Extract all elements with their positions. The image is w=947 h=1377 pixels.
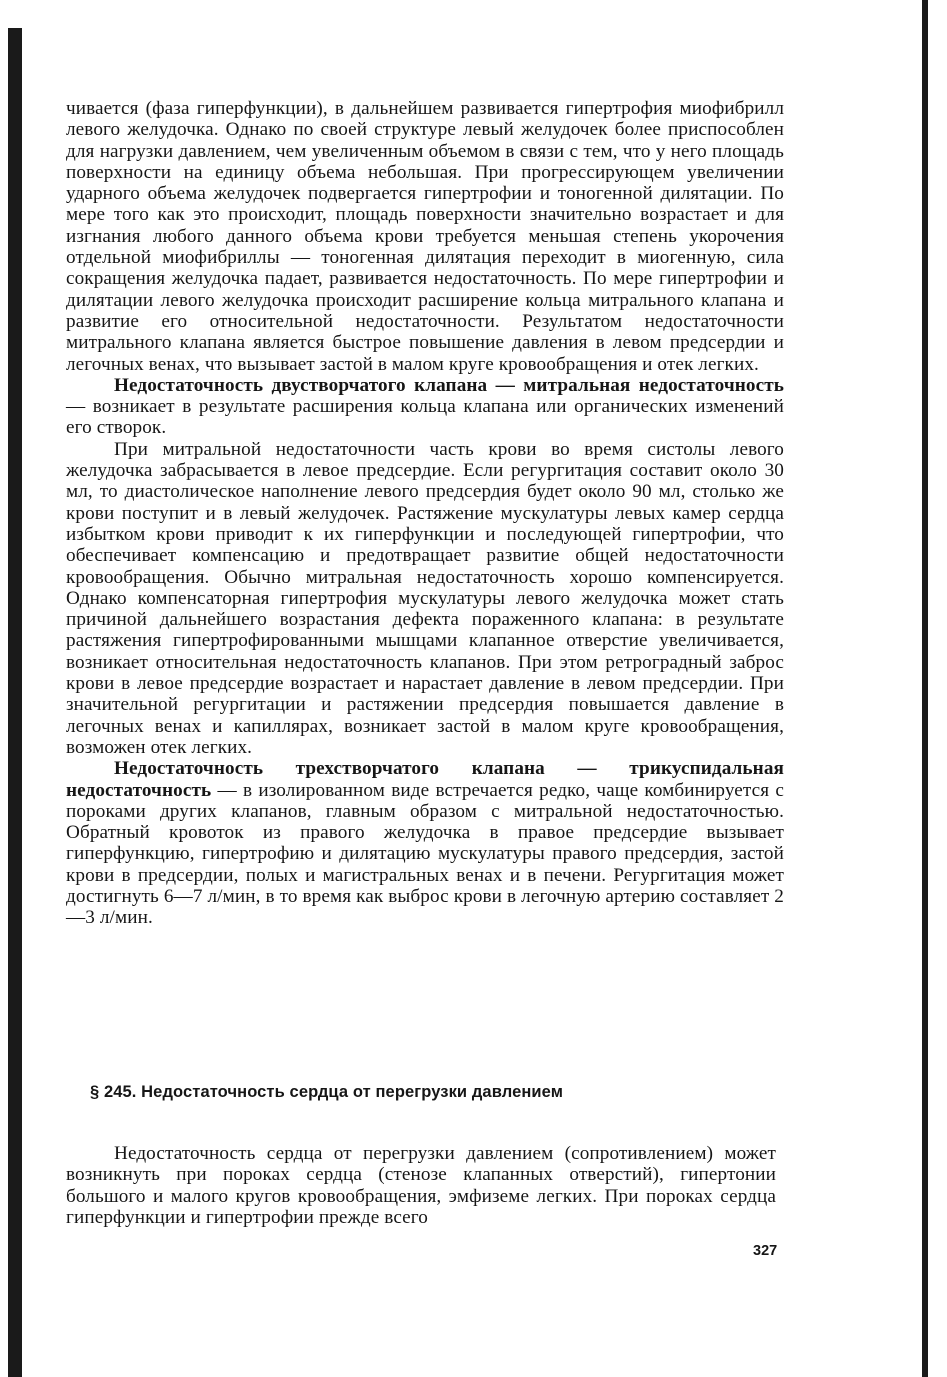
section-body: [66, 1143, 776, 1228]
definition-text: — возникает в результате расширения кольца клапана или органических изменений его створок.: [66, 396, 784, 439]
term-tricuspid-insufficiency: Недостаточность трехстворчатого клапана — трикуспидальная недостаточность: [66, 758, 784, 801]
paragraph-lv-hypertrophy: чивается (фаза гиперфункции), в дальнейшем развивается гипертрофия миофибрилл левого желудочка. Однако по своей структуре левый желудочек более приспособлен для нагрузки давлением, чем увеличенным объемом в связи с тем, что у него площадь поверхности на единицу объема небольшая. При прогрессирующем увеличении ударного объема желудочек подвергается гипертрофии и тоногенной дилятации. По мере того как это происходит, площадь поверхности значительно возрастает и для изгнания любого данного объема крови требуется меньшая степень укорочения отдельной миофибриллы — тоногенная дилятация переходит в миогенную, сила сокращения желудочка падает, развивается недостаточность. По мере гипертрофии и дилятации левого желудочка происходит расширение кольца митрального клапана и развитие его относительной недостаточности. Результатом недостаточности митрального клапана является быстрое повышение давления в левом предсердии и легочных венах, что вызывает застой в малом круге кровообращения и отек легких.: [66, 98, 784, 375]
definition-text: — в изолированном виде встречается редко, чаще комбинируется с пороками других клапанов, главным образом с митральной недостаточностью. Обратный кровоток из правого желудочка в правое предсердие вызывает гиперфункцию, гипертрофию и дилятацию мускулатуры правого предсердия, застой крови в предсердии, полых и магистральных венах и в печени. Регургитация может достигнуть 6—7 л/мин, в то время как выброс крови в легочную артерию составляет 2—3 л/мин.: [66, 779, 784, 929]
section-heading: § 245. Недостаточность сердца от перегрузки давлением: [90, 1083, 564, 1101]
term-mitral-insufficiency: Недостаточность двустворчатого клапана — митральная недостаточность: [114, 374, 784, 396]
paragraph-mitral-insufficiency-mechanism: При митральной недостаточности часть крови во время систолы левого желудочка забрасывается в левое предсердие. Если регургитация составит около 30 мл, то диастолическое наполнение левого предсердия будет около 90 мл, столько же крови поступит и в левый желудочек. Растяжение мускулатуры левых камер сердца избытком крови приводит к их гиперфункции и последующей гипертрофии, что обеспечивает компенсацию и предотвращает развитие общей недостаточности кровообращения. Обычно митральная недостаточность хорошо компенсируется. Однако компенсаторная гипертрофия мускулатуры левого желудочка может стать причиной дальнейшего возрастания дефекта пораженного клапана: в результате растяжения гипертрофированными мышцами клапанное отверстие увеличивается, возникает относительная недостаточность клапанов. При этом ретроградный заброс крови в левое предсердие возрастает и нарастает давление в левом предсердии. При значительной регургитации и растяжении предсердия повышается давление в легочных венах и капиллярах, возникает застой в малом круге кровообращения, возможен отек легких.: [66, 438, 784, 758]
paragraph-tricuspid-insufficiency: [66, 758, 784, 928]
page-body: [66, 98, 784, 929]
page-number: 327: [753, 1243, 778, 1259]
paragraph-mitral-insufficiency-definition: [66, 375, 784, 439]
scan-edge-shadow-right: [922, 0, 928, 1377]
paragraph-pressure-overload: Недостаточность сердца от перегрузки давлением (сопротивлением) может возникнуть при пороках сердца (стенозе клапанных отверстий), гипертонии большого и малого кругов кровообращения, эмфиземе легких. При пороках сердца гиперфункции и гипертрофии прежде всего: [66, 1143, 776, 1228]
scan-edge-shadow-left: [8, 28, 22, 1377]
